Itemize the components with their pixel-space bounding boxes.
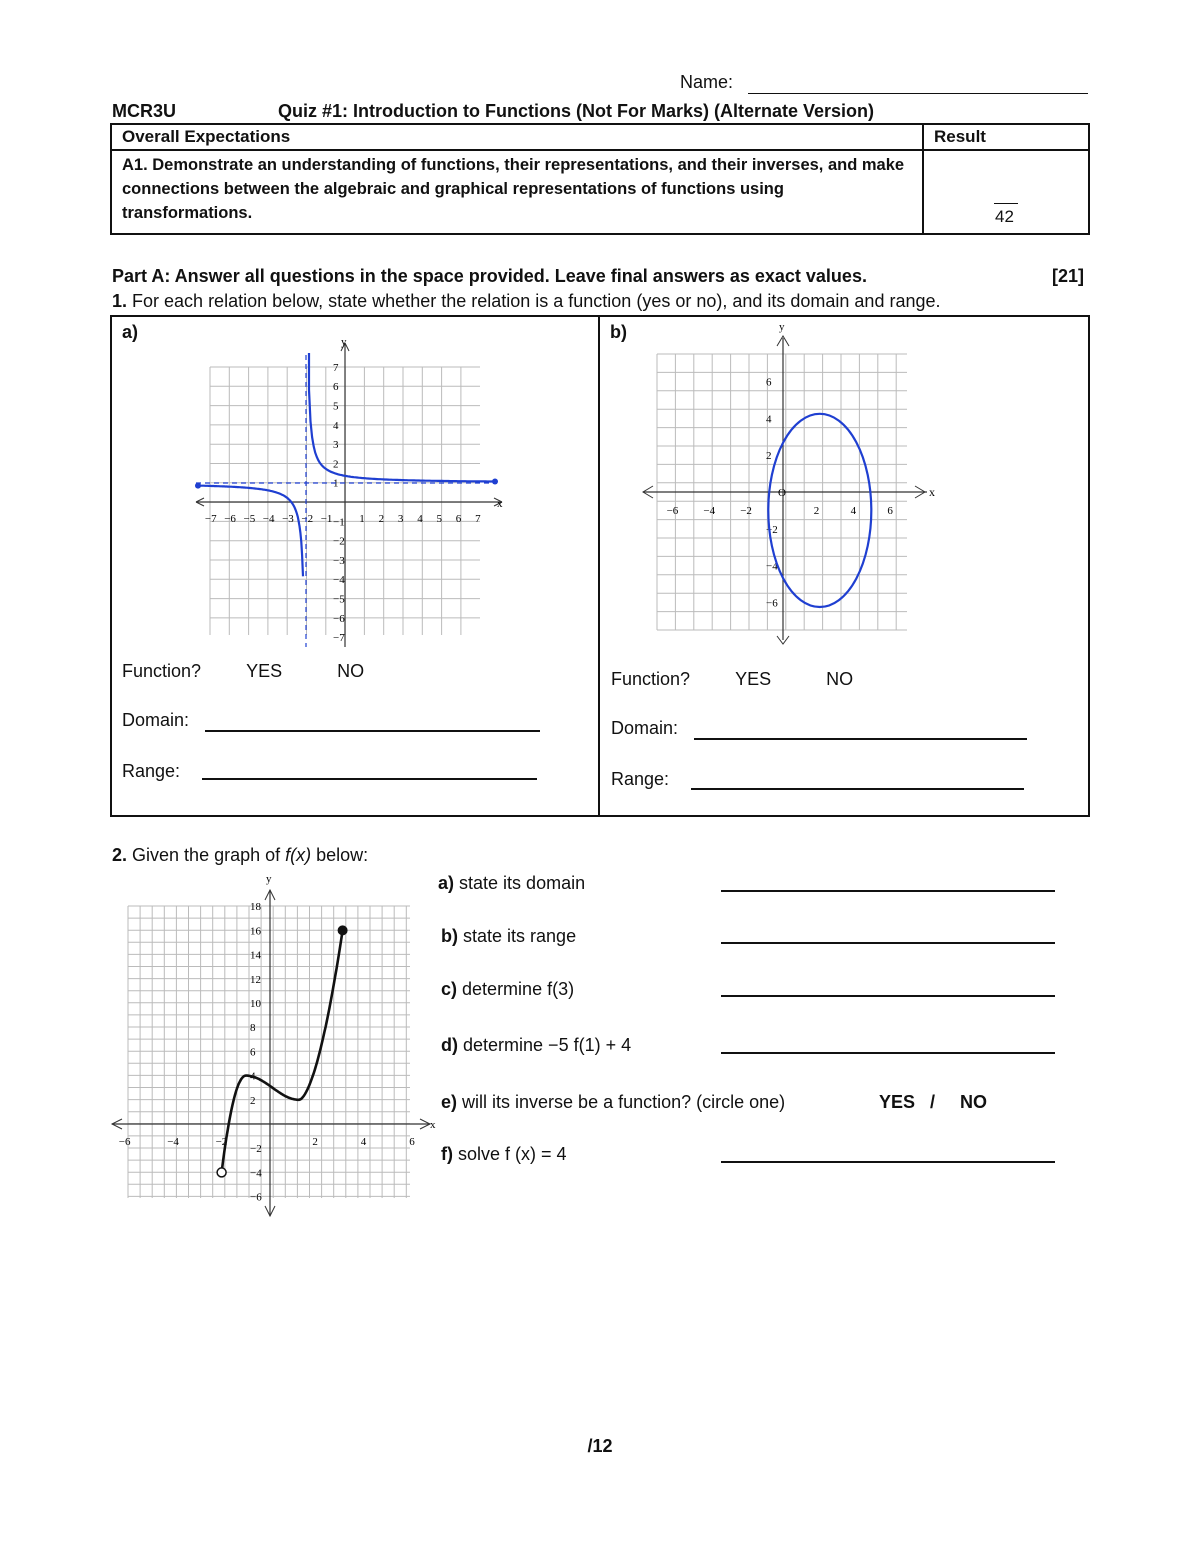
q1b-x-tick-label: 6	[887, 505, 893, 517]
q2-x-tick-label: −2	[215, 1136, 228, 1148]
q1b-no-option[interactable]: NO	[826, 669, 854, 689]
q1a-x-tick-label: −2	[301, 513, 314, 525]
q2-x-tick-label: 6	[409, 1136, 415, 1148]
q1-box-divider	[598, 315, 600, 817]
q2-text-before: Given the graph of	[132, 845, 286, 865]
q1b-function-prompt	[611, 669, 853, 690]
q2e-no-option[interactable]: NO	[960, 1092, 987, 1112]
q1a-y-tick-label: −3	[333, 554, 345, 567]
expectations-header: Overall Expectations	[111, 124, 923, 150]
q2-x-tick-label: 4	[360, 1136, 367, 1148]
q1a-label: a)	[122, 322, 139, 342]
q2-y-tick-label: 12	[250, 973, 261, 986]
q2-y-tick-label: −6	[250, 1191, 262, 1204]
q1b-yes-option[interactable]: YES	[735, 669, 772, 689]
q2d-text: determine −5 f(1) + 4	[463, 1035, 632, 1055]
q2e-text: will its inverse be a function? (circle one)	[462, 1092, 786, 1112]
q1b-y-tick-label: 4	[766, 413, 772, 426]
q1b-x-tick-label: −4	[703, 505, 716, 517]
q2a-prompt	[438, 873, 585, 894]
q1a-graph	[190, 335, 510, 655]
q1a-y-tick-label: 7	[333, 361, 339, 374]
q1a-x-tick-label: 6	[455, 513, 462, 525]
q1a-y-tick-label: −1	[333, 516, 345, 529]
q1a-domain-label: Domain:	[122, 710, 190, 730]
q1a-arrow-point-right	[492, 479, 498, 485]
q1a-y-tick-label: 2	[333, 458, 339, 471]
q1a-range-label: Range:	[122, 761, 181, 781]
q1a-y-tick-label: 6	[333, 381, 339, 394]
q1b-domain-answer-line[interactable]	[694, 738, 1027, 740]
q1a-y-tick-label: 5	[333, 400, 339, 413]
q2c-answer-line[interactable]	[721, 995, 1055, 997]
q2-y-tick-label: 16	[250, 925, 261, 938]
q1a-x-tick-label: 3	[397, 513, 404, 525]
q1b-graph	[635, 318, 945, 648]
q2f-label: f)	[441, 1144, 453, 1164]
q2e-label: e)	[441, 1092, 458, 1112]
q1a-x-tick-label: 1	[359, 513, 365, 525]
q1a-yes-option[interactable]: YES	[246, 661, 283, 681]
q2-y-tick-label: 2	[250, 1094, 256, 1107]
q2e-prompt	[441, 1092, 785, 1113]
quiz-title: Quiz #1: Introduction to Functions (Not For Marks) (Alternate Version)	[278, 101, 875, 121]
q1a-domain-answer-line[interactable]	[205, 730, 540, 732]
expectations-table	[110, 123, 1090, 235]
q1a-y-tick-label: 4	[333, 419, 339, 432]
q2-y-tick-label: 8	[250, 1022, 256, 1035]
q1a-x-tick-label: −5	[243, 513, 256, 525]
q2-y-tick-label: 6	[250, 1046, 256, 1059]
q1a-y-tick-label: 3	[333, 439, 339, 452]
name-line	[748, 93, 1088, 94]
q1a-x-tick-label: −6	[224, 513, 236, 525]
q1b-x-tick-label: −2	[740, 505, 752, 517]
q1a-y-tick-label: −6	[333, 612, 345, 625]
q1b-y-tick-label: 2	[766, 450, 772, 463]
q1b-x-tick-label: 4	[850, 505, 857, 517]
q2e-slash: /	[930, 1092, 936, 1112]
q1a-x-tick-label: −7	[204, 513, 217, 525]
q2-y-tick-label: 14	[250, 949, 261, 962]
q1a-x-tick-label: −1	[320, 513, 333, 525]
part-a-marks: [21]	[1052, 266, 1085, 286]
q1a-y-tick-label: −4	[333, 574, 345, 587]
q2c-text: determine f(3)	[462, 979, 575, 999]
q1a-function-prompt	[122, 661, 364, 682]
q2-graph	[108, 870, 438, 1220]
q1b-x-tick-label: −6	[666, 505, 679, 517]
q2a-answer-line[interactable]	[721, 890, 1055, 892]
q2-x-tick-label: −4	[167, 1136, 179, 1148]
q1a-y-tick-label: −7	[333, 632, 345, 645]
q1b-x-tick-label: 2	[813, 505, 820, 517]
q1b-range-answer-line[interactable]	[691, 788, 1024, 790]
q1b-y-tick-label: 6	[766, 376, 772, 389]
q2d-answer-line[interactable]	[721, 1052, 1055, 1054]
expectation-a1: A1. Demonstrate an understanding of functions, their representations, and their inverses, and make connections between the algebraic and graphical representations of functions using transformations.	[111, 150, 923, 234]
name-field[interactable]	[680, 72, 733, 93]
q2-y-tick-label: 18	[250, 901, 261, 914]
question-2	[112, 845, 368, 866]
q2-number: 2.	[112, 845, 128, 865]
result-total: 42	[995, 207, 1014, 226]
q2-y-tick-label: −4	[250, 1167, 262, 1180]
q1b-function-label: Function?	[611, 669, 691, 689]
q2d-label: d)	[441, 1035, 458, 1055]
q2d-prompt	[441, 1035, 631, 1056]
q2b-prompt	[441, 926, 576, 947]
q2-x-tick-label: −6	[118, 1136, 131, 1148]
q2b-text: state its range	[463, 926, 577, 946]
q2e-yes-option[interactable]: YES	[879, 1092, 916, 1112]
result-header: Result	[923, 124, 1089, 150]
course-code: MCR3U	[112, 101, 177, 121]
q1b-y-label: y	[779, 321, 785, 333]
q1-number: 1.	[112, 291, 128, 311]
q2-y-tick-label: 4	[250, 1070, 256, 1083]
q2c-label: c)	[441, 979, 458, 999]
q2-grid	[128, 906, 410, 1198]
q1b-y-tick-label: −2	[766, 523, 778, 536]
q2b-answer-line[interactable]	[721, 942, 1055, 944]
q1b-origin-label: O	[778, 487, 786, 499]
q1a-x-tick-label: 4	[417, 513, 423, 525]
q1a-range-answer-line[interactable]	[202, 778, 537, 780]
q2a-text: state its domain	[459, 873, 586, 893]
result-fraction-bar	[994, 203, 1018, 204]
q2-y-tick-label: 10	[250, 998, 261, 1010]
q2-closed-endpoint	[338, 925, 348, 935]
question-1	[112, 291, 941, 312]
q1a-x-label: x	[497, 498, 503, 510]
q1-text: For each relation below, state whether the relation is a function (yes or no), and its domain and range.	[132, 291, 941, 311]
q1a-no-option[interactable]: NO	[337, 661, 365, 681]
q1a-x-tick-label: 2	[378, 513, 385, 525]
q1a-y-tick-label: 1	[333, 477, 339, 490]
name-label: Name:	[680, 72, 734, 92]
q2c-prompt	[441, 979, 574, 1000]
q1a-y-tick-label: −5	[333, 593, 345, 606]
q1a-x-tick-label: 7	[475, 513, 481, 525]
q1a-y-label: y	[341, 336, 347, 348]
q2-x-tick-label: 2	[312, 1136, 318, 1148]
q2-x-label: x	[430, 1119, 436, 1131]
q1b-y-tick-label: −4	[766, 560, 778, 573]
q2-open-endpoint	[217, 1168, 226, 1177]
q2-text-after: below:	[311, 845, 369, 865]
q1b-range-label: Range:	[611, 769, 670, 789]
q1b-y-tick-label: −6	[766, 597, 778, 610]
q2f-prompt	[441, 1144, 567, 1165]
q2b-label: b)	[441, 926, 458, 946]
q2f-answer-line[interactable]	[721, 1161, 1055, 1163]
q1b-label: b)	[610, 322, 627, 342]
q1a-x-tick-label: 5	[436, 513, 442, 525]
q2a-label: a)	[438, 873, 455, 893]
q1a-y-tick-label: −2	[333, 535, 345, 548]
q1a-x-tick-label: −3	[282, 513, 294, 525]
q2-fx: f(x)	[285, 845, 312, 865]
q2f-text: solve f (x) = 4	[458, 1144, 567, 1164]
q1a-x-tick-label: −4	[262, 513, 275, 525]
q1b-x-label: x	[929, 485, 935, 499]
part-a-heading: Part A: Answer all questions in the space provided. Leave final answers as exact values.	[112, 266, 867, 286]
q1b-domain-label: Domain:	[611, 718, 679, 738]
q2-y-tick-label: −2	[250, 1143, 262, 1156]
q1a-function-label: Function?	[122, 661, 202, 681]
result-cell[interactable]	[923, 150, 1089, 234]
q1a-arrow-point-left	[195, 483, 201, 489]
page-score: /12	[587, 1436, 613, 1456]
q2-y-label: y	[266, 873, 272, 885]
